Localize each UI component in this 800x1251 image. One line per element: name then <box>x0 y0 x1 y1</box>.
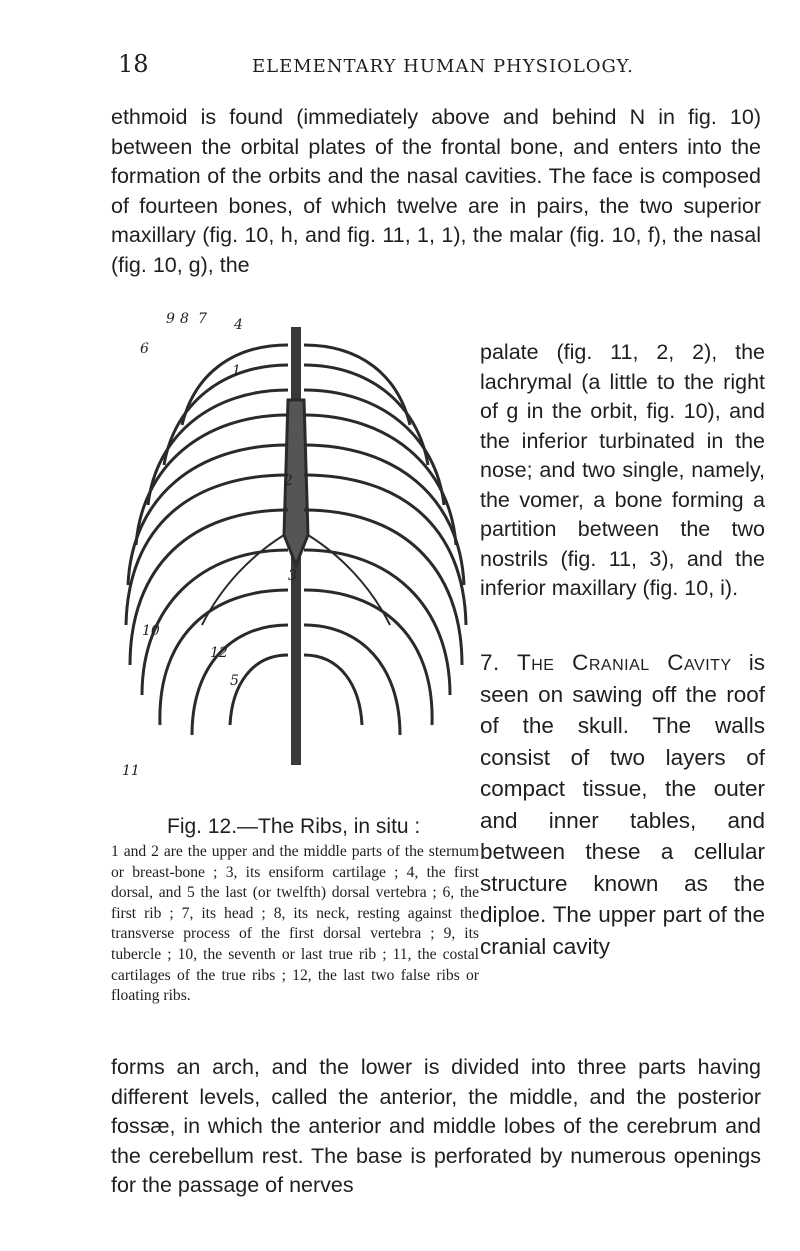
label-3: 3 <box>288 568 297 584</box>
label-2: 2 <box>284 473 293 489</box>
label-9: 9 <box>166 311 175 327</box>
figure-caption-title: Fig. 12.—The Ribs, in situ : <box>167 815 421 838</box>
label-5: 5 <box>230 673 239 689</box>
label-1: 1 <box>232 363 241 379</box>
label-12: 12 <box>210 645 228 661</box>
page-header <box>0 50 800 90</box>
top-paragraph: ethmoid is found (immediately above and behind N in fig. 10) between the orbital plates of the frontal bone, and enters into the formation of the orbits and the nasal cavities. The face is composed of fourteen bones, of which twelve are in pairs, the two superior maxillary (fig. 10, h, and fig. 11, 1, 1), the malar (fig. 10, f), the nasal (fig. 10, g), the <box>111 105 761 277</box>
cranial-cavity-text: is seen on sawing off the roof of the skull. The walls consist of two layers of compact tissue, the outer and inner tables, and between these a cellular structure known as the diploe. The upper part of the cranial cavity <box>480 650 765 959</box>
cranial-cavity-paragraph <box>480 647 765 962</box>
label-10: 10 <box>142 623 160 639</box>
label-7: 7 <box>198 311 207 327</box>
bottom-paragraph: forms an arch, and the lower is divided into three parts having different levels, called the anterior, the middle, and the posterior fossæ, in which the anterior and middle lobes of the cerebrum and the cerebellum rest. The base is perforated by numerous openings for the passage of nerves <box>111 1055 761 1197</box>
section-heading: 7. The Cranial Cavity <box>480 650 732 675</box>
ribs-drawing <box>112 305 480 785</box>
label-4: 4 <box>234 317 243 333</box>
label-6: 6 <box>140 341 149 357</box>
figure-caption-body: 1 and 2 are the upper and the middle parts of the sternum or breast-bone ; 3, its ensiform cartilage ; 4, the first dorsal, and 5 the last (or twelfth) dorsal vertebra ; 6, the first rib ; 7, its head ; 8, its neck, resting against the transverse process of the first dorsal vertebra ; 9, its tubercle ; 10, the seventh or last true rib ; 11, the costal cartilages of the true ribs ; 12, the last two false ribs or floating ribs. <box>111 843 479 1005</box>
label-8: 8 <box>180 311 189 327</box>
page-number: 18 <box>118 50 149 78</box>
label-11: 11 <box>122 763 140 779</box>
running-title: ELEMENTARY HUMAN PHYSIOLOGY. <box>252 56 634 77</box>
ribs-illustration <box>112 305 480 785</box>
right-column-paragraph: palate (fig. 11, 2, 2), the lachrymal (a little to the right of g in the orbit, fig. 10), and the inferior turbinated in the nose; and two single, namely, the vomer, a bone forming a partition between the two nostrils (fig. 11, 3), and the inferior maxillary (fig. 10, i). <box>480 340 765 600</box>
